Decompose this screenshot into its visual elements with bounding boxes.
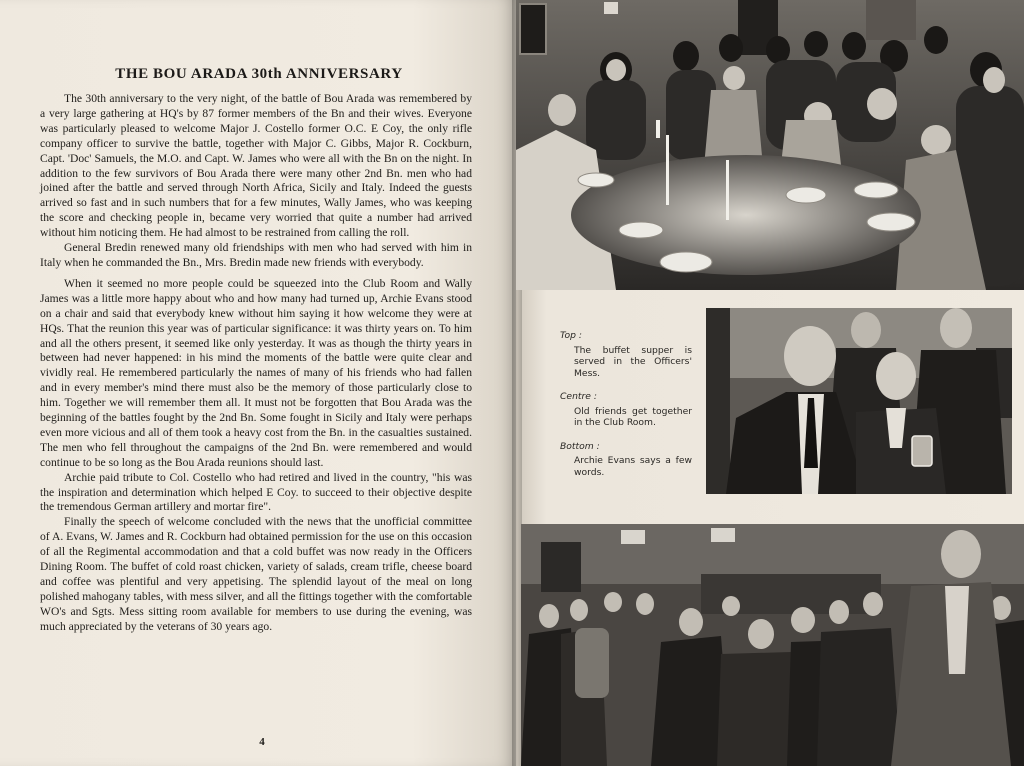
caption-bottom-label: Bottom : [560,440,600,452]
paragraph-4: Archie paid tribute to Col. Costello who had retired and lived in the country, "his was the inspiration and determination which helped E Coy. to succeed to their objective despite the tremendous German artillery and mortar fire". [40,470,472,514]
caption-top-label: Top : [560,330,582,341]
article-title: THE BOU ARADA 30th ANNIVERSARY [115,66,403,82]
paragraph-5: Finally the speech of welcome concluded with the news that the unofficial committee of A. Evans, W. James and R. Cockburn had obtained permission for the use on this occasion of all the Regimental accommodation and that a cold buffet was now ready in the Officers Dining Room. The buffet of cold roast chicken, variety of salads, cream trifle, cheese board and coffee was plentiful and very appetising. The splendid layout of the meal on long polished mahogany tables, with mess silver, and all the fittings together with the comfortable WO's and Sgts. Mess sitting room available for members to use during the evening, was much appreciated by the veterans of 30 years ago. [40,515,472,633]
caption-centre-label: Centre : [560,391,597,402]
page-number: 4 [259,736,265,748]
paragraph-1: The 30th anniversary to the very night, of the battle of Bou Arada was remembered by a very large gathering at HQ's by 87 former members of the Bn and their wives. Everyone was particularly pleased to welcome Major J. Costello former O.C. E Coy, the only rifle company officer to survive the battle, together with Major C. Gibbs, Major R. Cockburn, Capt. 'Doc' Samuels, the M.O. and Capt. W. James who were all with the Bn on the night. In addition to the few survivors of Bou Arada there were many other 2nd Bn. men who had joined after the battle and served through North Africa, Sicily and Italy. Indeed the guests arrived so fast and in such numbers that for a few minutes, Wally James, who was keeping the score and checking people in, became very worried that quite a number had arrived without him noticing them. He had almost to be restrained from calling the roll. [40,92,472,240]
photo-captions [560,330,692,490]
article-body [40,92,472,635]
paragraph-3: When it seemed no more people could be squeezed into the Club Room and Wally James was a little more happy about who and how many had turned up, Archie Evans stood on a chair and said that everybody knew without him saying it how welcome they were at HQs. That the reunion this year was of particular significance: it was thirty years on. To him and all the others present, it seemed like only yesterday. It was as though the thirty years in between had never happened: in his mind the moments of the battle were quite clear and vividly real. He remembered particularly the names of many of his friends who had fallen and in every member's mind there must also be the memory of those particularly close to him. Together we will remember them all. It must not be forgotten that Bou Arada was the beginning of the battles fought by the 2nd Bn. Some fought in Sicily and Italy were perhaps even more vicious and all of them took a heavy cost from the Bn. in the casualties sustained. The men who fell throughout the campaigns of the 2nd Bn. were remembered and would continue to be so long as the Bou Arada reunions should last. [40,276,472,469]
caption-centre [560,391,692,429]
photo-buffet-supper [516,0,1024,290]
paragraph-2: General Bredin renewed many old friendships with men who had served with him in Italy when he commanded the Bn., Mrs. Bredin made new friends with everybody. [40,241,472,269]
photo-old-friends [706,308,1012,494]
caption-bottom [560,441,692,479]
caption-top [560,330,692,379]
caption-top-text: The buffet supper is served in the Officers' Mess. [574,344,692,379]
caption-centre-text: Old friends get together in the Club Room. [574,405,692,428]
caption-bottom-text: Archie Evans says a few words. [574,455,692,478]
photo-archie-evans [521,524,1024,766]
